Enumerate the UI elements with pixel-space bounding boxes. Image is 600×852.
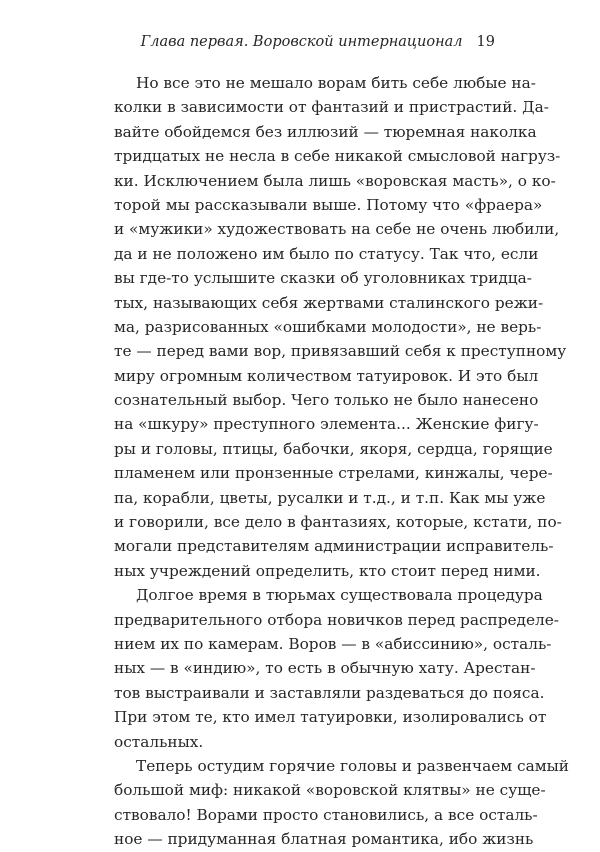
text-line: Теперь остудим горячие головы и развенчаем самый (136, 756, 569, 775)
text-line: остальных. (114, 732, 204, 751)
chapter-title: Глава первая. Воровской интернационал (140, 34, 463, 50)
text-line: предварительного отбора новичков перед распределе- (114, 610, 559, 629)
text-line: тых, называющих себя жертвами сталинского режи- (114, 293, 544, 312)
text-line: колки в зависимости от фантазий и пристрастий. Да- (114, 98, 549, 117)
text-line: и «мужики» художествовать на себе не очень любили, (114, 220, 560, 239)
running-header (110, 33, 495, 51)
body-text (114, 71, 569, 852)
text-line: большой миф: никакой «воровской клятвы» не суще- (114, 781, 546, 800)
text-line: те — перед вами вор, привязавший себя к преступному (114, 342, 567, 361)
text-line: на «шкуру» преступного элемента... Женские фигу- (114, 415, 539, 434)
text-line: ное — придуманная блатная романтика, ибо жизнь (114, 830, 534, 849)
text-line: вайте обойдемся без иллюзий — тюремная наколка (114, 122, 537, 141)
text-line: миру огромным количеством татуировок. И это был (114, 366, 539, 385)
text-line: При этом те, кто имел татуировки, изолировались от (114, 708, 547, 727)
text-line: ных — в «индию», то есть в обычную хату. Арестан- (114, 659, 536, 678)
text-line: пламенем или пронзенные стрелами, кинжалы, чере- (114, 464, 553, 483)
text-line: вы где-то услышите сказки об уголовниках тридца- (114, 269, 532, 288)
text-line: Долгое время в тюрьмах существовала процедура (136, 586, 543, 605)
text-line: ки. Исключением была лишь «воровская масть», о ко- (114, 171, 556, 190)
page-number: 19 (476, 34, 495, 50)
text-line: могали представителям администрации исправитель- (114, 537, 554, 556)
text-line: сознательный выбор. Чего только не было нанесено (114, 391, 539, 410)
text-line: тридцатых не несла в себе никакой смысловой нагруз- (114, 147, 561, 166)
text-line: ствовало! Ворами просто становились, а все осталь- (114, 805, 538, 824)
text-line: ры и головы, птицы, бабочки, якоря, сердца, горящие (114, 439, 553, 458)
text-line: па, корабли, цветы, русалки и т.д., и т.п. Как мы уже (114, 488, 546, 507)
text-line: ных учреждений определить, кто стоит перед ними. (114, 561, 541, 580)
text-line: да и не положено им было по статусу. Так что, если (114, 244, 539, 263)
text-line: торой мы рассказывали выше. Потому что «фраера» (114, 195, 543, 214)
text-line: Но все это не мешало ворам бить себе любые на- (136, 74, 536, 92)
text-line: ма, разрисованных «ошибками молодости», не верь- (114, 317, 542, 336)
text-line: и говорили, все дело в фантазиях, которые, кстати, по- (114, 513, 562, 532)
text-line: тов выстраивали и заставляли раздеваться до пояса. (114, 683, 545, 702)
text-line: нием их по камерам. Воров — в «абиссинию», осталь- (114, 634, 552, 653)
